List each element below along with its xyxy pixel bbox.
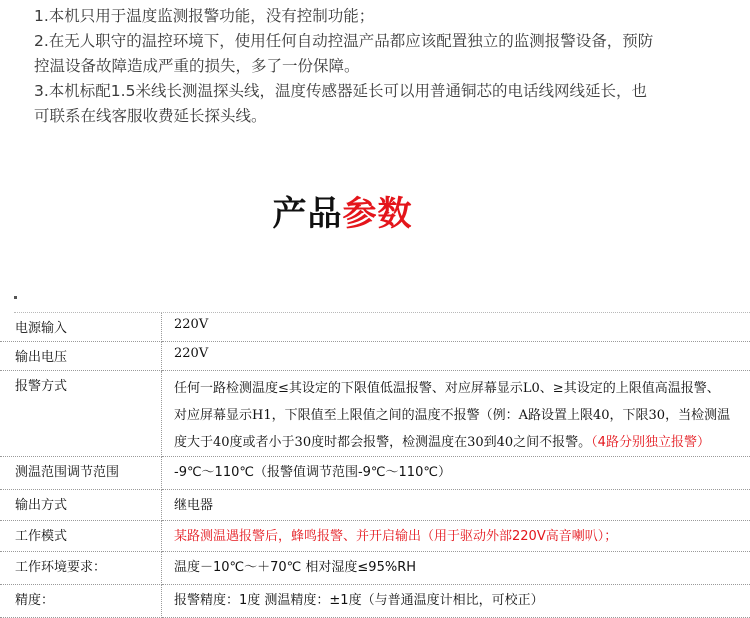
table-row bbox=[0, 521, 750, 552]
notes-block bbox=[34, 4, 734, 129]
param-key: 工作模式 bbox=[0, 521, 162, 552]
table-row bbox=[0, 490, 750, 521]
param-value: 继电器 bbox=[162, 490, 750, 521]
param-key: 工作环境要求： bbox=[0, 552, 162, 585]
section-title-part1: 产品 bbox=[273, 194, 343, 234]
param-value-highlight: （4路分别独立报警） bbox=[591, 435, 710, 450]
param-value-text: 度大于40度或者小于30度时都会报警，检测温度在30到40之间不报警。 bbox=[174, 435, 591, 450]
table-row bbox=[0, 457, 750, 490]
param-value: -9℃～110℃（报警值调节范围-9℃～110℃） bbox=[162, 457, 750, 490]
param-value: 某路测温遇报警后，蜂鸣报警、并开启输出（用于驱动外部220V高音喇叭）； bbox=[162, 521, 750, 552]
param-value: 220V bbox=[162, 342, 750, 371]
param-value: 220V bbox=[162, 313, 750, 342]
table-row bbox=[0, 371, 750, 457]
param-value-line: 任何一路检测温度≤其设定的下限值低温报警、对应屏幕显示L0、≥其设定的上限值高温报警、 bbox=[174, 375, 750, 402]
param-value-multiline bbox=[162, 371, 750, 457]
note-line-2: 2.在无人职守的温控环境下，使用任何自动控温产品都应该配置独立的监测报警设备，预防 bbox=[34, 29, 734, 54]
note-line-1: 1.本机只用于温度监测报警功能，没有控制功能； bbox=[34, 4, 734, 29]
section-title-part2: 参数 bbox=[343, 194, 413, 234]
param-value: 报警精度：1度 测温精度：±1度（与普通温度计相比，可校正） bbox=[162, 585, 750, 618]
table-row bbox=[0, 342, 750, 371]
table-row bbox=[0, 552, 750, 585]
note-line-3: 控温设备故障造成严重的损失，多了一份保障。 bbox=[34, 54, 734, 79]
section-title bbox=[0, 186, 685, 235]
note-line-4: 3.本机标配1.5米线长测温探头线，温度传感器延长可以用普通铜芯的电话线网线延长，也 bbox=[34, 79, 734, 104]
params-table bbox=[0, 313, 750, 618]
param-key: 报警方式 bbox=[0, 371, 162, 457]
param-key: 电源输入 bbox=[0, 313, 162, 342]
table-row bbox=[0, 585, 750, 618]
table-row bbox=[0, 313, 750, 342]
param-value: 温度－10℃～＋70℃ 相对湿度≤95%RH bbox=[162, 552, 750, 585]
param-key: 测温范围调节范围 bbox=[0, 457, 162, 490]
param-value-line: 对应屏幕显示H1，下限值至上限值之间的温度不报警（例：A路设置上限40，下限30，当检测温 bbox=[174, 402, 750, 429]
param-key: 输出方式 bbox=[0, 490, 162, 521]
param-value-line bbox=[174, 429, 750, 456]
note-line-5: 可联系在线客服收费延长探头线。 bbox=[34, 104, 734, 129]
corner-dot bbox=[14, 296, 17, 299]
param-key: 输出电压 bbox=[0, 342, 162, 371]
param-key: 精度： bbox=[0, 585, 162, 618]
